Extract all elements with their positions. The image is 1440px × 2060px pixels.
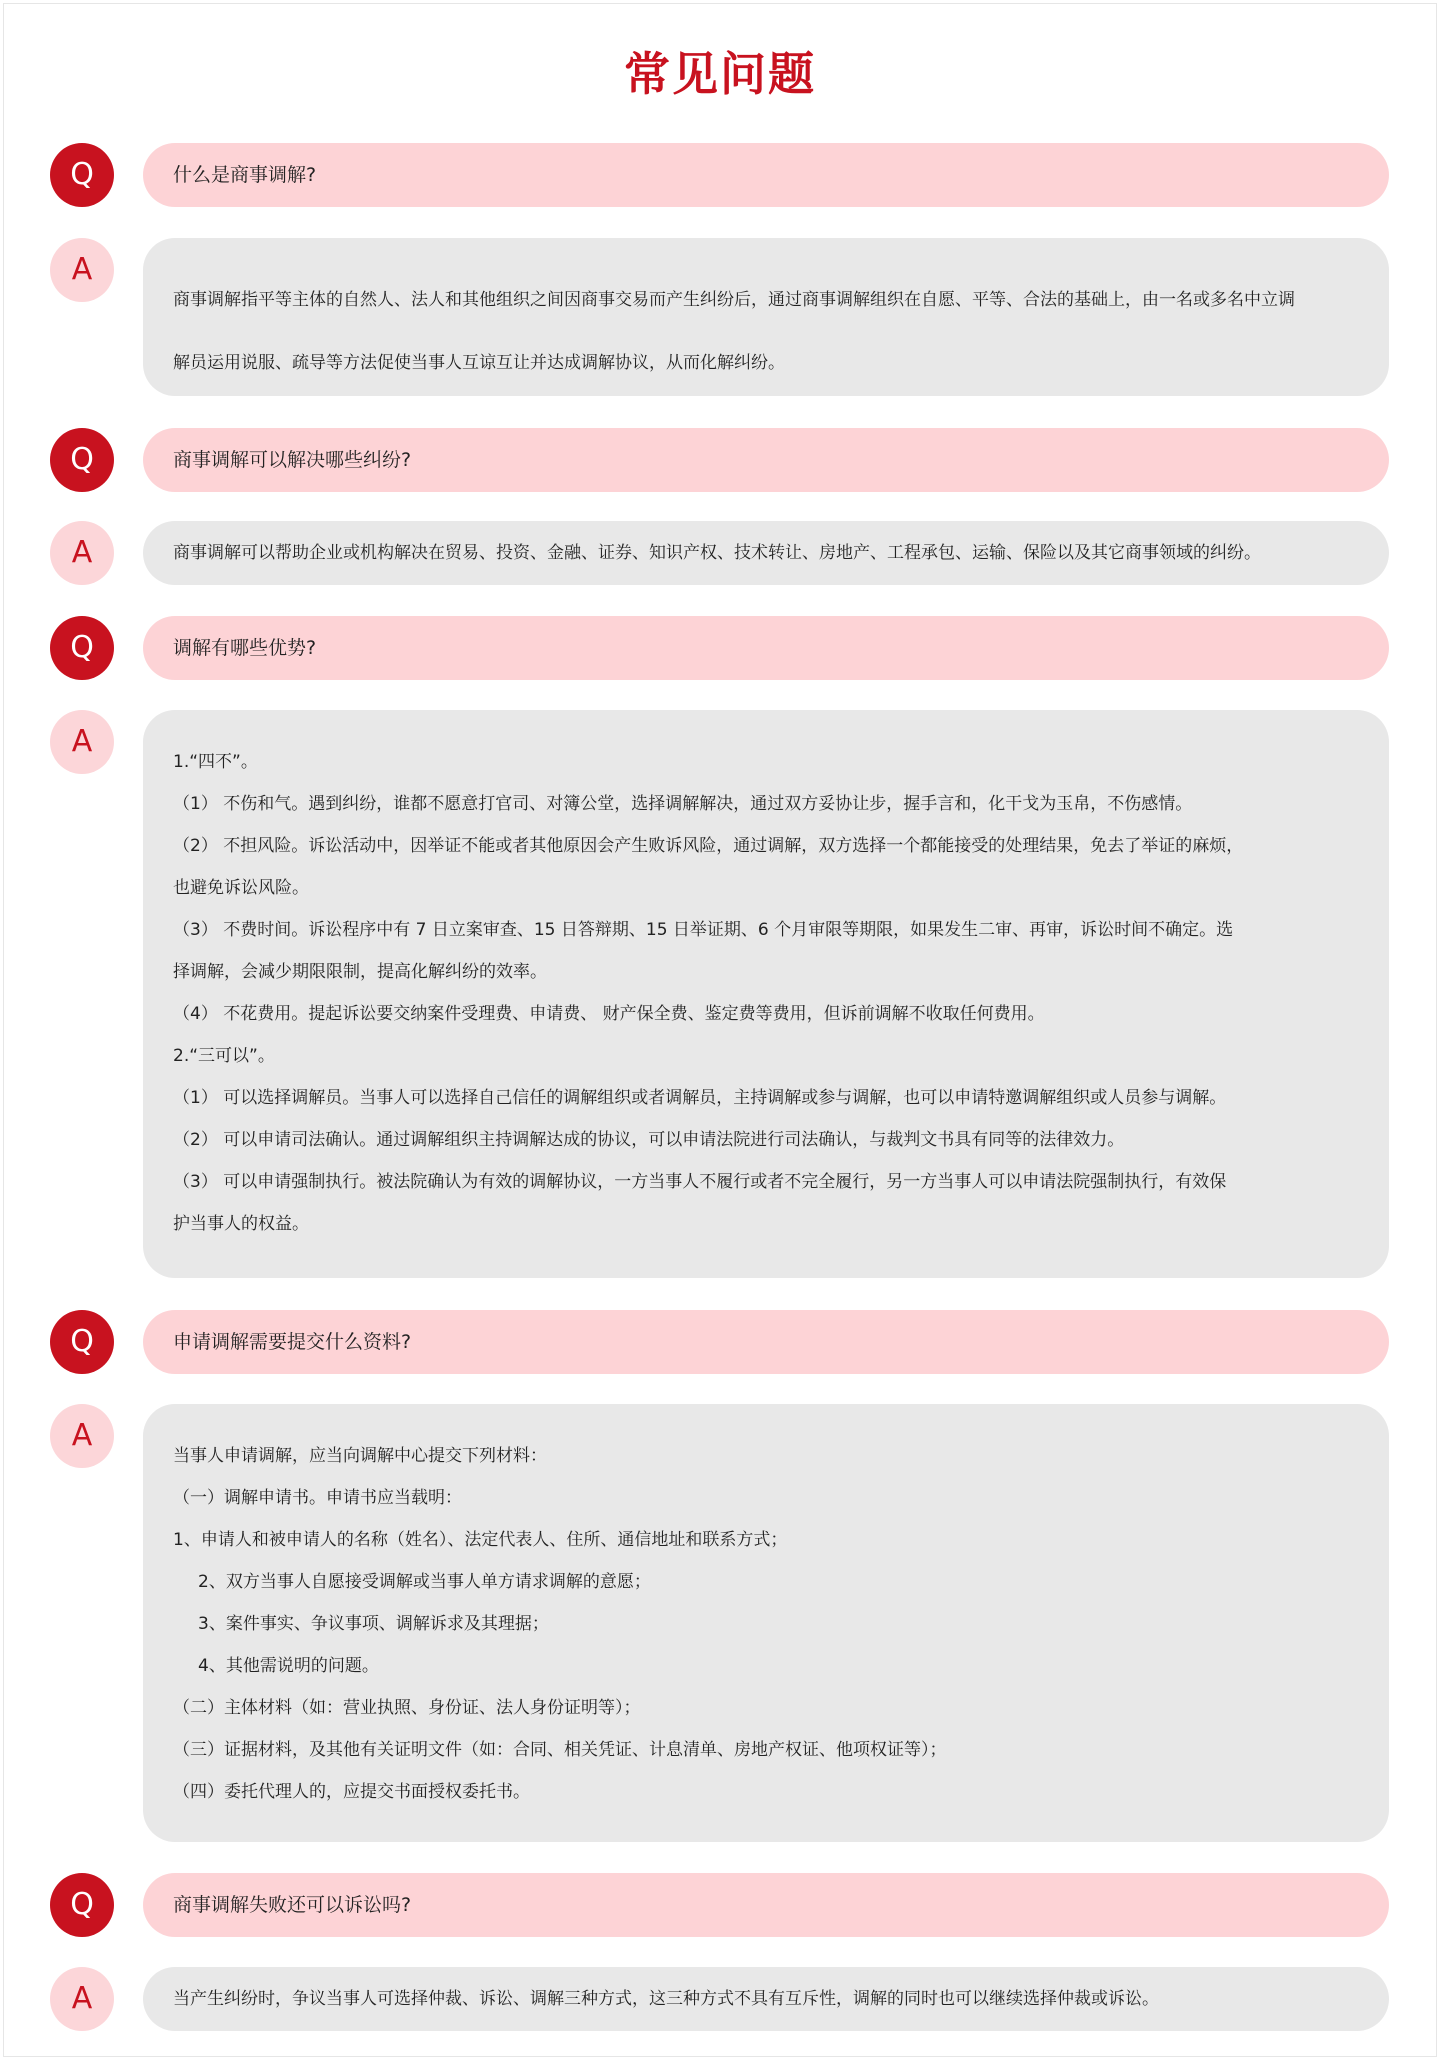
answer-line: 1.“四不”。 [173, 752, 258, 772]
answer-line: 商事调解指平等主体的自然人、法人和其他组织之间因商事交易而产生纠纷后，通过商事调解组织在自愿、平等、合法的基础上，由一名或多名中立调 [173, 290, 1295, 310]
answer-badge-5: A [50, 1967, 114, 2031]
answer-line: 解员运用说服、疏导等方法促使当事人互谅互让并达成调解协议，从而化解纠纷。 [173, 353, 785, 373]
answer-line: （四）委托代理人的，应提交书面授权委托书。 [173, 1782, 530, 1802]
answer-line: 也避免诉讼风险。 [173, 878, 309, 898]
question-badge-3: Q [50, 616, 114, 680]
answer-badge-3: A [50, 710, 114, 774]
answer-line: （2） 不担风险。诉讼活动中，因举证不能或者其他原因会产生败诉风险，通过调解，双方选择一个都能接受的处理结果，免去了举证的麻烦， [173, 836, 1244, 856]
answer-line: （二）主体材料（如：营业执照、身份证、法人身份证明等）； [173, 1698, 641, 1718]
answer-line: （1） 不伤和气。遇到纠纷，谁都不愿意打官司、对簿公堂，选择调解解决，通过双方妥协让步，握手言和，化干戈为玉帛，不伤感情。 [173, 794, 1193, 814]
faq-answer-2 [143, 521, 1389, 585]
answer-line: 护当事人的权益。 [173, 1214, 309, 1234]
answer-badge-1: A [50, 238, 114, 302]
question-badge-2: Q [50, 428, 114, 492]
faq-answer-1 [143, 238, 1389, 396]
answer-badge-2: A [50, 521, 114, 585]
answer-line: 当产生纠纷时，争议当事人可选择仲裁、诉讼、调解三种方式，这三种方式不具有互斥性，调解的同时也可以继续选择仲裁或诉讼。 [173, 1989, 1159, 2009]
answer-line: （2） 可以申请司法确认。通过调解组织主持调解达成的协议，可以申请法院进行司法确认，与裁判文书具有同等的法律效力。 [173, 1130, 1125, 1150]
faq-answer-5 [143, 1967, 1389, 2031]
answer-line: （三）证据材料，及其他有关证明文件（如：合同、相关凭证、计息清单、房地产权证、他项权证等）； [173, 1740, 947, 1760]
faq-question-1: 什么是商事调解? [143, 143, 1389, 207]
faq-question-4: 申请调解需要提交什么资料? [143, 1310, 1389, 1374]
question-badge-1: Q [50, 143, 114, 207]
answer-line: 1、申请人和被申请人的名称（姓名）、法定代表人、住所、通信地址和联系方式； [173, 1530, 788, 1550]
faq-answer-4 [143, 1404, 1389, 1842]
answer-line: （1） 可以选择调解员。当事人可以选择自己信任的调解组织或者调解员，主持调解或参与调解，也可以申请特邀调解组织或人员参与调解。 [173, 1088, 1227, 1108]
faq-question-5: 商事调解失败还可以诉讼吗? [143, 1873, 1389, 1937]
answer-line: 商事调解可以帮助企业或机构解决在贸易、投资、金融、证券、知识产权、技术转让、房地产、工程承包、运输、保险以及其它商事领域的纠纷。 [173, 543, 1261, 563]
answer-line: 4、其他需说明的问题。 [198, 1656, 379, 1676]
page-title: 常见问题 [624, 47, 816, 101]
answer-badge-4: A [50, 1404, 114, 1468]
answer-line: 当事人申请调解，应当向调解中心提交下列材料： [173, 1446, 547, 1466]
faq-question-3: 调解有哪些优势? [143, 616, 1389, 680]
answer-line: （4） 不花费用。提起诉讼要交纳案件受理费、申请费、 财产保全费、鉴定费等费用，但诉前调解不收取任何费用。 [173, 1004, 1045, 1024]
question-badge-4: Q [50, 1310, 114, 1374]
answer-line: 3、案件事实、争议事项、调解诉求及其理据； [198, 1614, 549, 1634]
answer-line: （一）调解申请书。申请书应当载明： [173, 1488, 462, 1508]
answer-line: （3） 不费时间。诉讼程序中有 7 日立案审查、15 日答辩期、15 日举证期、6 个月审限等期限，如果发生二审、再审，诉讼时间不确定。选 [173, 920, 1234, 940]
answer-line: 择调解，会减少期限限制，提高化解纠纷的效率。 [173, 962, 547, 982]
answer-line: （3） 可以申请强制执行。被法院确认为有效的调解协议，一方当事人不履行或者不完全履行，另一方当事人可以申请法院强制执行，有效保 [173, 1172, 1227, 1192]
question-badge-5: Q [50, 1873, 114, 1937]
faq-answer-3 [143, 710, 1389, 1278]
faq-question-2: 商事调解可以解决哪些纠纷? [143, 428, 1389, 492]
answer-line: 2.“三可以”。 [173, 1046, 275, 1066]
answer-line: 2、双方当事人自愿接受调解或当事人单方请求调解的意愿； [198, 1572, 651, 1592]
